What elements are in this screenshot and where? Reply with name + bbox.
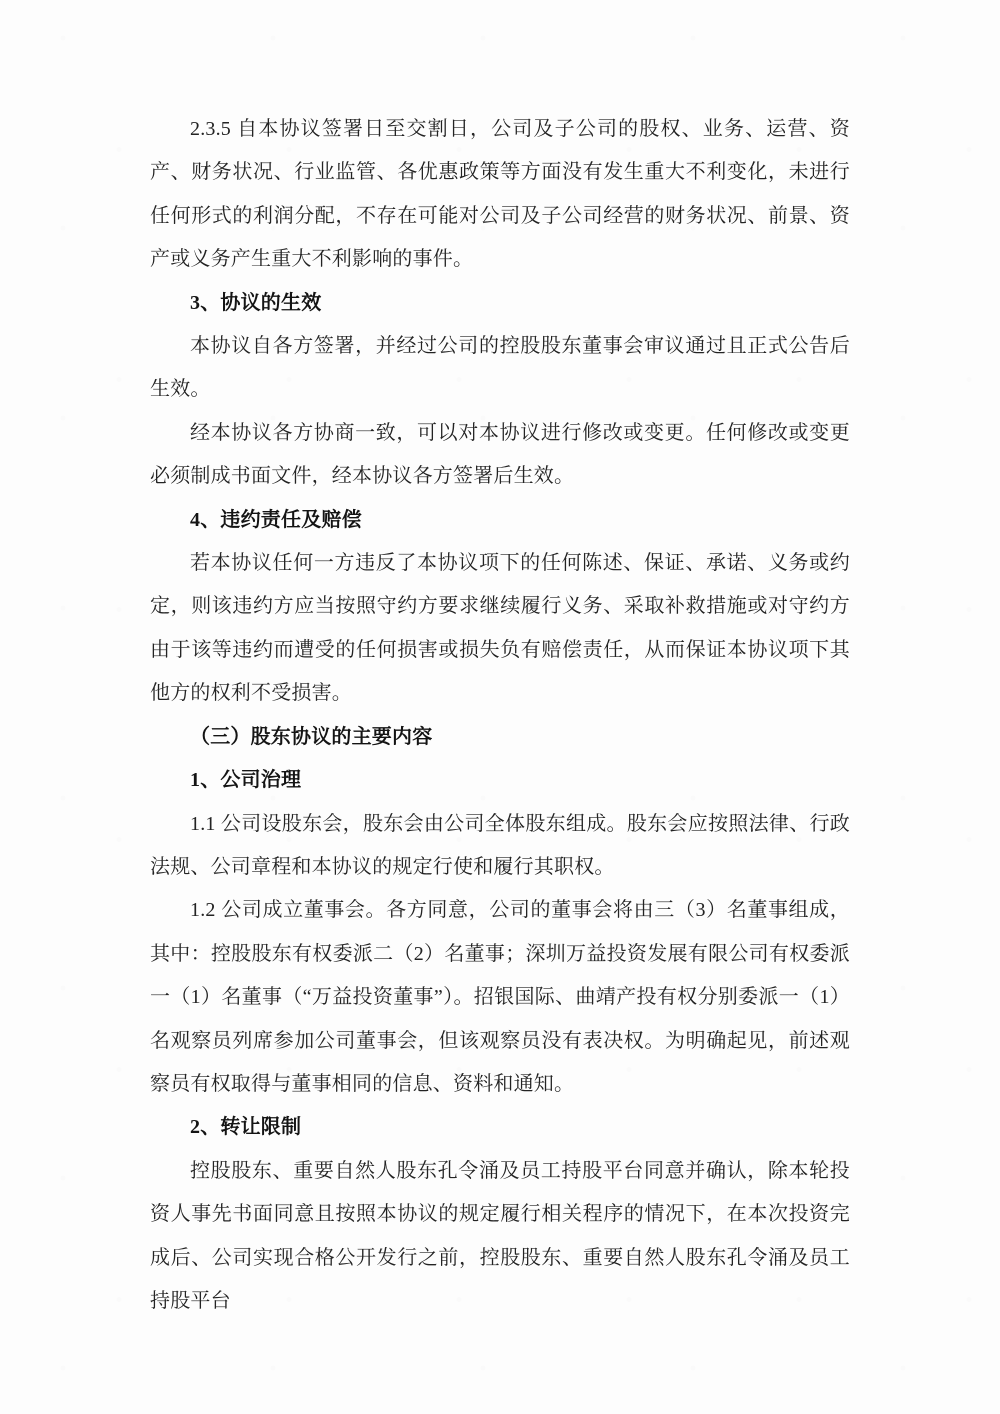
- effectiveness-paragraph-2: 经本协议各方协商一致，可以对本协议进行修改或变更。任何修改或变更必须制成书面文件，经本协议各方签署后生效。: [150, 421, 850, 488]
- clause-1-2-paragraph: 1.2 公司成立董事会。各方同意，公司的董事会将由三（3）名董事组成，其中：控股股东有权委派二（2）名董事；深圳万益投资发展有限公司有权委派一（1）名董事（“万益投资董事”）。招银国际、曲靖产投有权分别委派一（1）名观察员列席参加公司董事会，但该观察员没有表决权。为明确起见，前述观察员有权取得与董事相同的信息、资料和通知。: [150, 899, 850, 1095]
- heading-agreement-effectiveness: 3、协议的生效: [190, 291, 322, 314]
- heading-shareholder-agreement-main-content: （三）股东协议的主要内容: [190, 725, 433, 748]
- document-page: [150, 108, 850, 1323]
- transfer-restrictions-paragraph: 控股股东、重要自然人股东孔令涌及员工持股平台同意并确认，除本轮投资人事先书面同意且按照本协议的规定履行相关程序的情况下，在本次投资完成后、公司实现合格公开发行之前，控股股东、重要自然人股东孔令涌及员工持股平台: [150, 1159, 850, 1312]
- breach-liability-paragraph: 若本协议任何一方违反了本协议项下的任何陈述、保证、承诺、义务或约定，则该违约方应当按照守约方要求继续履行义务、采取补救措施或对守约方由于该等违约而遭受的任何损害或损失负有赔偿责任，从而保证本协议项下其他方的权利不受损害。: [150, 552, 850, 705]
- effectiveness-paragraph-1: 本协议自各方签署，并经过公司的控股股东董事会审议通过且正式公告后生效。: [150, 335, 850, 401]
- heading-corporate-governance: 1、公司治理: [190, 769, 302, 792]
- heading-breach-liability: 4、违约责任及赔偿: [190, 508, 362, 531]
- clause-1-1-paragraph: 1.1 公司设股东会，股东会由公司全体股东组成。股东会应按照法律、行政法规、公司章程和本协议的规定行使和履行其职权。: [150, 812, 850, 878]
- heading-transfer-restrictions: 2、转让限制: [190, 1116, 302, 1139]
- clause-2-3-5-paragraph: 2.3.5 自本协议签署日至交割日，公司及子公司的股权、业务、运营、资产、财务状况、行业监管、各优惠政策等方面没有发生重大不利变化，未进行任何形式的利润分配，不存在可能对公司及子公司经营的财务状况、前景、资产或义务产生重大不利影响的事件。: [150, 118, 850, 271]
